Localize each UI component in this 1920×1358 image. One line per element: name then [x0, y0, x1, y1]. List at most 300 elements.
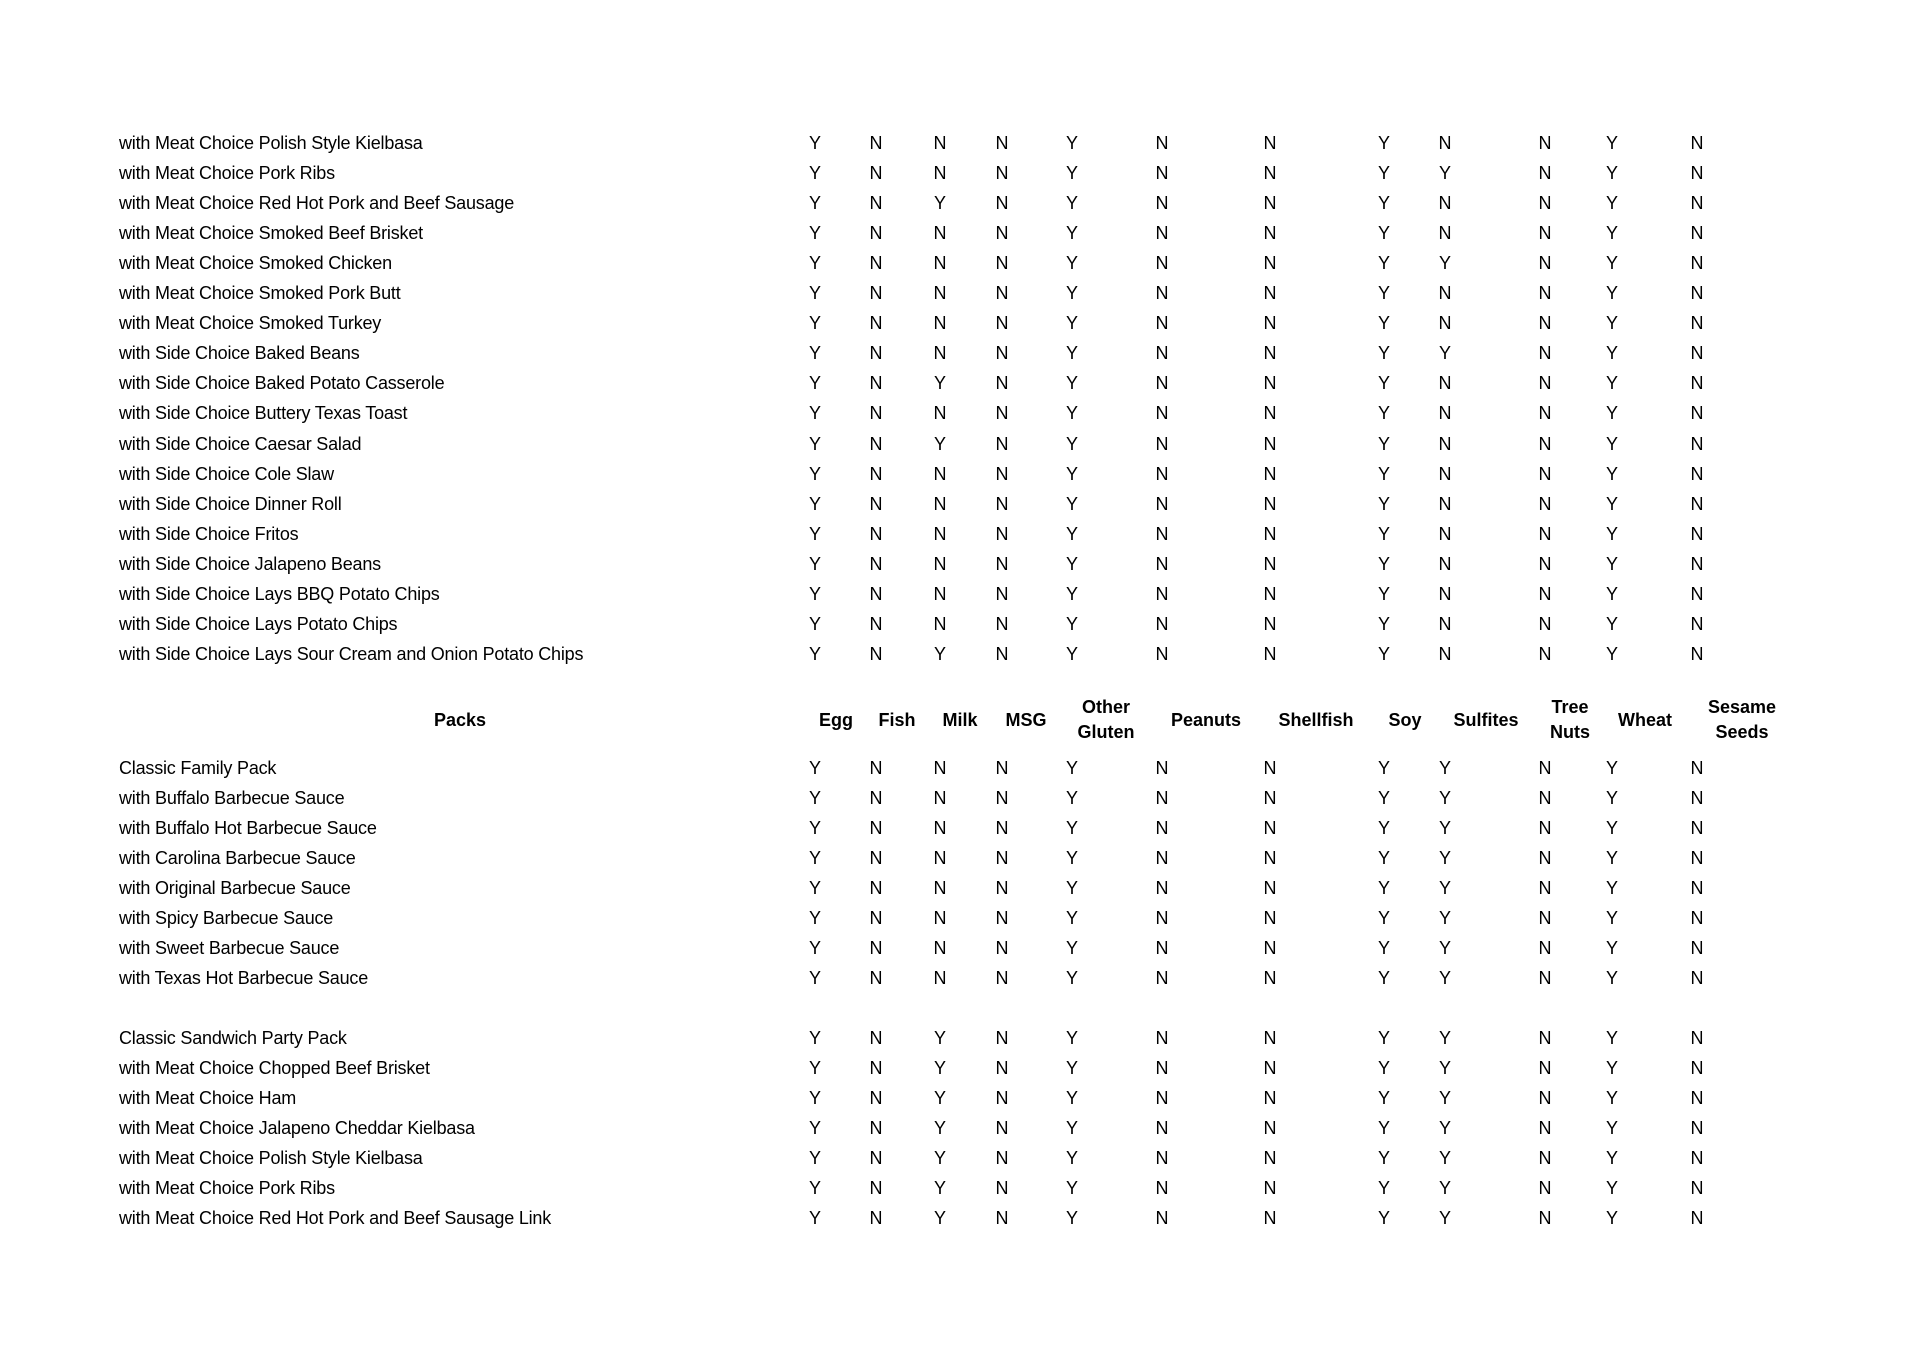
allergen-cell: Y: [1065, 613, 1078, 634]
column-header-line: Gluten: [1077, 722, 1135, 742]
allergen-cell: N: [995, 788, 1009, 809]
allergen-cell: Y: [808, 403, 821, 424]
allergen-cell: N: [1155, 758, 1169, 778]
allergen-cell: N: [869, 313, 883, 334]
allergen-cell: Y: [1605, 968, 1618, 989]
allergen-cell: N: [1538, 313, 1552, 334]
allergen-cell: N: [1263, 253, 1277, 274]
allergen-cell: N: [869, 968, 883, 989]
allergen-cell: N: [995, 968, 1009, 989]
allergen-cell: Y: [1065, 1208, 1078, 1229]
allergen-cell: N: [1263, 283, 1277, 304]
allergen-cell: N: [869, 613, 883, 634]
allergen-cell: Y: [808, 788, 821, 809]
allergen-cell: N: [1263, 583, 1277, 604]
allergen-cell: N: [1263, 1088, 1277, 1109]
item-name: with Meat Choice Red Hot Pork and Beef Sausage: [119, 193, 515, 214]
allergen-cell: Y: [1377, 758, 1390, 778]
top-row: [0, 368, 1920, 398]
allergen-cell: N: [869, 583, 883, 604]
allergen-cell: Y: [1605, 1028, 1618, 1048]
allergen-cell: N: [1155, 553, 1169, 574]
allergen-cell: N: [869, 463, 883, 484]
allergen-cell: N: [869, 1088, 883, 1109]
allergen-cell: N: [1538, 463, 1552, 484]
allergen-cell: N: [1155, 523, 1169, 544]
allergen-cell: N: [869, 163, 883, 184]
allergen-cell: N: [869, 373, 883, 394]
allergen-cell: N: [869, 848, 883, 869]
allergen-cell: N: [1690, 643, 1704, 664]
allergen-cell: Y: [1377, 553, 1390, 574]
allergen-cell: Y: [1605, 493, 1618, 514]
allergen-cell: N: [1538, 1088, 1552, 1109]
allergen-cell: N: [1538, 253, 1552, 274]
allergen-cell: Y: [1605, 463, 1618, 484]
allergen-cell: N: [1155, 133, 1169, 153]
allergen-cell: N: [933, 133, 947, 153]
allergen-cell: N: [1690, 163, 1704, 184]
column-header: [1051, 693, 1161, 747]
allergen-cell: N: [1263, 1178, 1277, 1199]
allergen-cell: Y: [1065, 373, 1078, 394]
family-row: [0, 873, 1920, 903]
allergen-cell: N: [1438, 583, 1452, 604]
allergen-cell: Y: [1605, 523, 1618, 544]
allergen-cell: N: [1538, 643, 1552, 664]
allergen-cell: N: [1438, 553, 1452, 574]
allergen-cell: N: [1438, 373, 1452, 394]
allergen-cell: N: [995, 1208, 1009, 1229]
allergen-cell: N: [1690, 758, 1704, 778]
column-header-line: Tree: [1551, 697, 1589, 717]
allergen-cell: N: [995, 223, 1009, 244]
allergen-cell: Y: [808, 1178, 821, 1199]
allergen-cell: N: [1538, 193, 1552, 214]
allergen-cell: N: [1263, 463, 1277, 484]
allergen-cell: N: [869, 283, 883, 304]
allergen-cell: Y: [1065, 343, 1078, 364]
allergen-cell: N: [1155, 643, 1169, 664]
allergen-cell: N: [1438, 403, 1452, 424]
item-name: with Meat Choice Smoked Chicken: [119, 253, 392, 274]
item-name: with Side Choice Cole Slaw: [119, 463, 334, 484]
allergen-cell: N: [933, 878, 947, 899]
family-row: [0, 963, 1920, 993]
allergen-cell: Y: [1377, 1028, 1390, 1048]
allergen-cell: N: [995, 163, 1009, 184]
allergen-cell: Y: [1438, 908, 1451, 929]
top-row: [0, 519, 1920, 549]
allergen-cell: N: [1438, 313, 1452, 334]
allergen-cell: Y: [1605, 223, 1618, 244]
allergen-cell: N: [1438, 463, 1452, 484]
allergen-cell: N: [1263, 373, 1277, 394]
allergen-cell: Y: [808, 343, 821, 364]
item-name: with Meat Choice Jalapeno Cheddar Kielbasa: [119, 1118, 475, 1139]
allergen-cell: N: [1155, 283, 1169, 304]
allergen-cell: Y: [1065, 583, 1078, 604]
allergen-cell: Y: [1605, 313, 1618, 334]
allergen-cell: N: [933, 758, 947, 778]
allergen-cell: Y: [1605, 1178, 1618, 1199]
allergen-cell: Y: [1438, 1088, 1451, 1109]
allergen-cell: Y: [1065, 133, 1078, 153]
allergen-cell: N: [1690, 493, 1704, 514]
allergen-cell: N: [1155, 1208, 1169, 1229]
item-name: with Meat Choice Red Hot Pork and Beef Sausage Link: [119, 1208, 552, 1229]
allergen-cell: N: [1155, 493, 1169, 514]
allergen-cell: N: [1263, 878, 1277, 899]
allergen-cell: Y: [1377, 463, 1390, 484]
allergen-cell: Y: [1605, 938, 1618, 959]
top-row: [0, 248, 1920, 278]
item-name: with Side Choice Baked Beans: [119, 343, 360, 364]
allergen-cell: Y: [1438, 818, 1451, 839]
item-name: with Side Choice Dinner Roll: [119, 493, 342, 514]
allergen-cell: N: [1690, 818, 1704, 839]
allergen-cell: Y: [933, 1208, 946, 1229]
allergen-cell: Y: [808, 283, 821, 304]
allergen-cell: Y: [1065, 283, 1078, 304]
allergen-cell: Y: [1065, 968, 1078, 989]
allergen-cell: N: [1155, 1178, 1169, 1199]
allergen-cell: N: [995, 553, 1009, 574]
allergen-cell: Y: [1605, 283, 1618, 304]
top-row: [0, 459, 1920, 489]
column-header-line: Sesame: [1707, 697, 1777, 717]
allergen-cell: N: [1538, 283, 1552, 304]
allergen-cell: N: [869, 1058, 883, 1079]
allergen-cell: N: [1690, 788, 1704, 809]
allergen-cell: N: [933, 493, 947, 514]
allergen-cell: N: [1155, 1118, 1169, 1139]
allergen-cell: Y: [1605, 433, 1618, 454]
allergen-cell: Y: [933, 433, 946, 454]
item-name: with Meat Choice Polish Style Kielbasa: [119, 133, 423, 153]
family-row: [0, 903, 1920, 933]
allergen-cell: N: [869, 193, 883, 214]
allergen-cell: Y: [808, 193, 821, 214]
allergen-cell: Y: [1065, 938, 1078, 959]
allergen-cell: Y: [1438, 343, 1451, 364]
allergen-cell: Y: [1065, 493, 1078, 514]
allergen-cell: Y: [1605, 553, 1618, 574]
allergen-cell: Y: [1377, 878, 1390, 899]
item-name: with Meat Choice Pork Ribs: [119, 163, 335, 184]
allergen-cell: Y: [1065, 1028, 1078, 1048]
allergen-cell: N: [1263, 643, 1277, 664]
allergen-cell: N: [1690, 848, 1704, 869]
allergen-cell: N: [1438, 133, 1452, 153]
allergen-cell: N: [995, 493, 1009, 514]
allergen-cell: Y: [1377, 493, 1390, 514]
allergen-cell: Y: [1605, 1088, 1618, 1109]
allergen-cell: N: [1155, 253, 1169, 274]
allergen-cell: N: [933, 163, 947, 184]
allergen-cell: N: [1538, 848, 1552, 869]
allergen-cell: N: [1155, 433, 1169, 454]
allergen-cell: N: [1538, 493, 1552, 514]
allergen-cell: Y: [1605, 373, 1618, 394]
allergen-cell: Y: [1377, 253, 1390, 274]
allergen-cell: N: [1263, 788, 1277, 809]
allergen-cell: N: [1538, 523, 1552, 544]
party-row: [0, 1203, 1920, 1233]
allergen-cell: N: [995, 253, 1009, 274]
allergen-cell: Y: [1065, 818, 1078, 839]
party-row: [0, 1113, 1920, 1143]
allergen-cell: Y: [1377, 1148, 1390, 1169]
top-row: [0, 398, 1920, 428]
allergen-cell: N: [869, 908, 883, 929]
column-header-line: Soy: [1388, 709, 1422, 730]
allergen-cell: N: [1263, 1148, 1277, 1169]
allergen-cell: Y: [1605, 133, 1618, 153]
allergen-cell: N: [1263, 1028, 1277, 1048]
family-row: [0, 933, 1920, 963]
allergen-cell: N: [1538, 1058, 1552, 1079]
item-name: with Texas Hot Barbecue Sauce: [119, 968, 369, 989]
item-name: with Side Choice Lays Potato Chips: [119, 613, 398, 634]
allergen-cell: N: [995, 1178, 1009, 1199]
allergen-cell: N: [1690, 1118, 1704, 1139]
allergen-cell: Y: [1377, 133, 1390, 153]
allergen-cell: N: [933, 583, 947, 604]
item-name: with Side Choice Buttery Texas Toast: [119, 403, 408, 424]
allergen-cell: Y: [1377, 1208, 1390, 1229]
column-header: [1590, 693, 1700, 747]
allergen-cell: N: [995, 908, 1009, 929]
allergen-cell: N: [1263, 133, 1277, 153]
allergen-cell: N: [869, 523, 883, 544]
allergen-cell: N: [933, 523, 947, 544]
allergen-cell: N: [1690, 223, 1704, 244]
allergen-cell: N: [1538, 1118, 1552, 1139]
allergen-cell: N: [995, 583, 1009, 604]
allergen-cell: Y: [808, 613, 821, 634]
allergen-cell: N: [995, 848, 1009, 869]
allergen-cell: Y: [1438, 253, 1451, 274]
allergen-cell: Y: [933, 1028, 946, 1048]
item-name: with Meat Choice Ham: [119, 1088, 297, 1109]
allergen-cell: N: [1690, 583, 1704, 604]
top-row: [0, 218, 1920, 248]
allergen-cell: N: [1155, 1058, 1169, 1079]
allergen-cell: Y: [1065, 788, 1078, 809]
party-row: [0, 1143, 1920, 1173]
allergen-cell: Y: [1377, 788, 1390, 809]
allergen-cell: N: [1538, 1178, 1552, 1199]
allergen-cell: N: [1263, 938, 1277, 959]
allergen-cell: N: [1690, 908, 1704, 929]
allergen-cell: N: [1155, 583, 1169, 604]
item-name: with Side Choice Lays Sour Cream and Onion Potato Chips: [119, 643, 584, 664]
item-name: with Carolina Barbecue Sauce: [119, 848, 356, 869]
allergen-cell: N: [1155, 313, 1169, 334]
allergen-cell: N: [995, 938, 1009, 959]
allergen-cell: Y: [808, 313, 821, 334]
allergen-cell: N: [1438, 493, 1452, 514]
allergen-cell: Y: [1377, 938, 1390, 959]
item-name: with Sweet Barbecue Sauce: [119, 938, 340, 959]
allergen-cell: Y: [808, 1148, 821, 1169]
allergen-cell: N: [995, 373, 1009, 394]
allergen-cell: N: [1690, 878, 1704, 899]
allergen-cell: Y: [1065, 193, 1078, 214]
allergen-cell: Y: [933, 1148, 946, 1169]
allergen-cell: Y: [1438, 758, 1451, 778]
allergen-cell: N: [869, 433, 883, 454]
allergen-cell: Y: [1377, 223, 1390, 244]
top-row: [0, 489, 1920, 519]
allergen-cell: Y: [1065, 223, 1078, 244]
family-row: [0, 843, 1920, 873]
item-name: with Side Choice Baked Potato Casserole: [119, 373, 445, 394]
allergen-cell: N: [933, 818, 947, 839]
allergen-cell: N: [1538, 938, 1552, 959]
column-header-line: Fish: [878, 709, 916, 730]
top-row: [0, 639, 1920, 669]
top-row: [0, 308, 1920, 338]
allergen-cell: N: [933, 788, 947, 809]
allergen-cell: N: [1155, 1148, 1169, 1169]
allergen-cell: Y: [1438, 848, 1451, 869]
allergen-cell: N: [869, 1208, 883, 1229]
allergen-cell: N: [1155, 938, 1169, 959]
allergen-cell: Y: [808, 373, 821, 394]
allergen-cell: Y: [1438, 1178, 1451, 1199]
top-row: [0, 278, 1920, 308]
allergen-cell: N: [1155, 848, 1169, 869]
allergen-cell: Y: [1377, 373, 1390, 394]
allergen-cell: Y: [1065, 908, 1078, 929]
top-row: [0, 549, 1920, 579]
allergen-cell: N: [869, 1148, 883, 1169]
item-name: with Side Choice Lays BBQ Potato Chips: [119, 583, 440, 604]
allergen-cell: Y: [1377, 313, 1390, 334]
allergen-cell: Y: [1605, 878, 1618, 899]
allergen-cell: Y: [933, 1088, 946, 1109]
allergen-cell: N: [1155, 193, 1169, 214]
item-name: with Side Choice Fritos: [119, 523, 299, 544]
allergen-cell: N: [933, 223, 947, 244]
allergen-cell: N: [869, 1028, 883, 1048]
allergen-cell: Y: [808, 523, 821, 544]
allergen-cell: N: [1155, 878, 1169, 899]
allergen-cell: Y: [1377, 643, 1390, 664]
allergen-cell: Y: [1065, 433, 1078, 454]
allergen-cell: Y: [808, 493, 821, 514]
allergen-cell: Y: [1438, 1208, 1451, 1229]
allergen-cell: N: [1155, 223, 1169, 244]
allergen-cell: N: [1263, 313, 1277, 334]
allergen-cell: Y: [1605, 1208, 1618, 1229]
allergen-cell: N: [995, 643, 1009, 664]
allergen-cell: N: [1155, 613, 1169, 634]
allergen-cell: N: [1538, 1148, 1552, 1169]
column-header-line: Seeds: [1715, 722, 1769, 742]
allergen-cell: N: [1690, 1178, 1704, 1199]
allergen-cell: Y: [1605, 613, 1618, 634]
allergen-cell: N: [1438, 613, 1452, 634]
packs-header-row: Packs Egg Fish Milk MSG Other Gluten Peanuts Shellfish Soy Sulfites Tree Nuts Wheat Sesame Seeds: [0, 693, 1920, 747]
allergen-cell: Y: [1377, 1178, 1390, 1199]
allergen-cell: N: [1538, 583, 1552, 604]
allergen-cell: Y: [1377, 908, 1390, 929]
item-name: with Buffalo Barbecue Sauce: [119, 788, 345, 809]
allergen-cell: Y: [1438, 788, 1451, 809]
allergen-cell: N: [1438, 193, 1452, 214]
allergen-cell: Y: [933, 193, 946, 214]
allergen-cell: Y: [808, 553, 821, 574]
allergen-cell: N: [1263, 493, 1277, 514]
allergen-cell: Y: [808, 133, 821, 153]
top-row: [0, 128, 1920, 158]
allergen-cell: N: [1155, 163, 1169, 184]
allergen-cell: N: [933, 343, 947, 364]
allergen-cell: N: [995, 613, 1009, 634]
allergen-cell: Y: [1065, 553, 1078, 574]
item-name: with Meat Choice Pork Ribs: [119, 1178, 335, 1199]
allergen-cell: Y: [808, 643, 821, 664]
item-name: with Meat Choice Smoked Pork Butt: [119, 283, 401, 304]
allergen-cell: N: [1538, 758, 1552, 778]
allergen-cell: Y: [1065, 463, 1078, 484]
allergen-cell: N: [1690, 1058, 1704, 1079]
allergen-cell: N: [1438, 523, 1452, 544]
allergen-cell: Y: [808, 968, 821, 989]
allergen-cell: N: [1155, 463, 1169, 484]
allergen-cell: N: [1538, 1028, 1552, 1048]
allergen-cell: N: [933, 313, 947, 334]
allergen-cell: N: [1690, 193, 1704, 214]
allergen-cell: Y: [1065, 643, 1078, 664]
allergen-cell: Y: [1438, 878, 1451, 899]
allergen-cell: N: [995, 343, 1009, 364]
allergen-cell: N: [1263, 403, 1277, 424]
allergen-cell: Y: [1065, 523, 1078, 544]
allergen-cell: N: [1690, 313, 1704, 334]
allergen-cell: N: [1263, 908, 1277, 929]
allergen-cell: N: [995, 878, 1009, 899]
allergen-cell: Y: [933, 1058, 946, 1079]
allergen-cell: Y: [808, 433, 821, 454]
item-name: with Original Barbecue Sauce: [119, 878, 351, 899]
allergen-cell: Y: [1065, 848, 1078, 869]
item-name: with Meat Choice Smoked Beef Brisket: [119, 223, 423, 244]
item-name: with Buffalo Hot Barbecue Sauce: [119, 818, 377, 839]
column-header-line: Peanuts: [1170, 709, 1242, 730]
allergen-cell: N: [1155, 373, 1169, 394]
allergen-cell: Y: [1065, 1118, 1078, 1139]
column-header-line: Egg: [819, 709, 853, 730]
allergen-cell: N: [869, 643, 883, 664]
allergen-cell: Y: [1065, 758, 1078, 778]
allergen-cell: Y: [1605, 163, 1618, 184]
allergen-cell: N: [995, 403, 1009, 424]
allergen-cell: N: [869, 1118, 883, 1139]
allergen-cell: Y: [1377, 1088, 1390, 1109]
allergen-cell: Y: [1605, 908, 1618, 929]
allergen-cell: N: [1690, 403, 1704, 424]
allergen-cell: N: [1263, 848, 1277, 869]
allergen-cell: N: [1690, 373, 1704, 394]
allergen-cell: N: [995, 818, 1009, 839]
allergen-cell: N: [933, 253, 947, 274]
allergen-cell: Y: [808, 908, 821, 929]
allergen-cell: Y: [1377, 523, 1390, 544]
